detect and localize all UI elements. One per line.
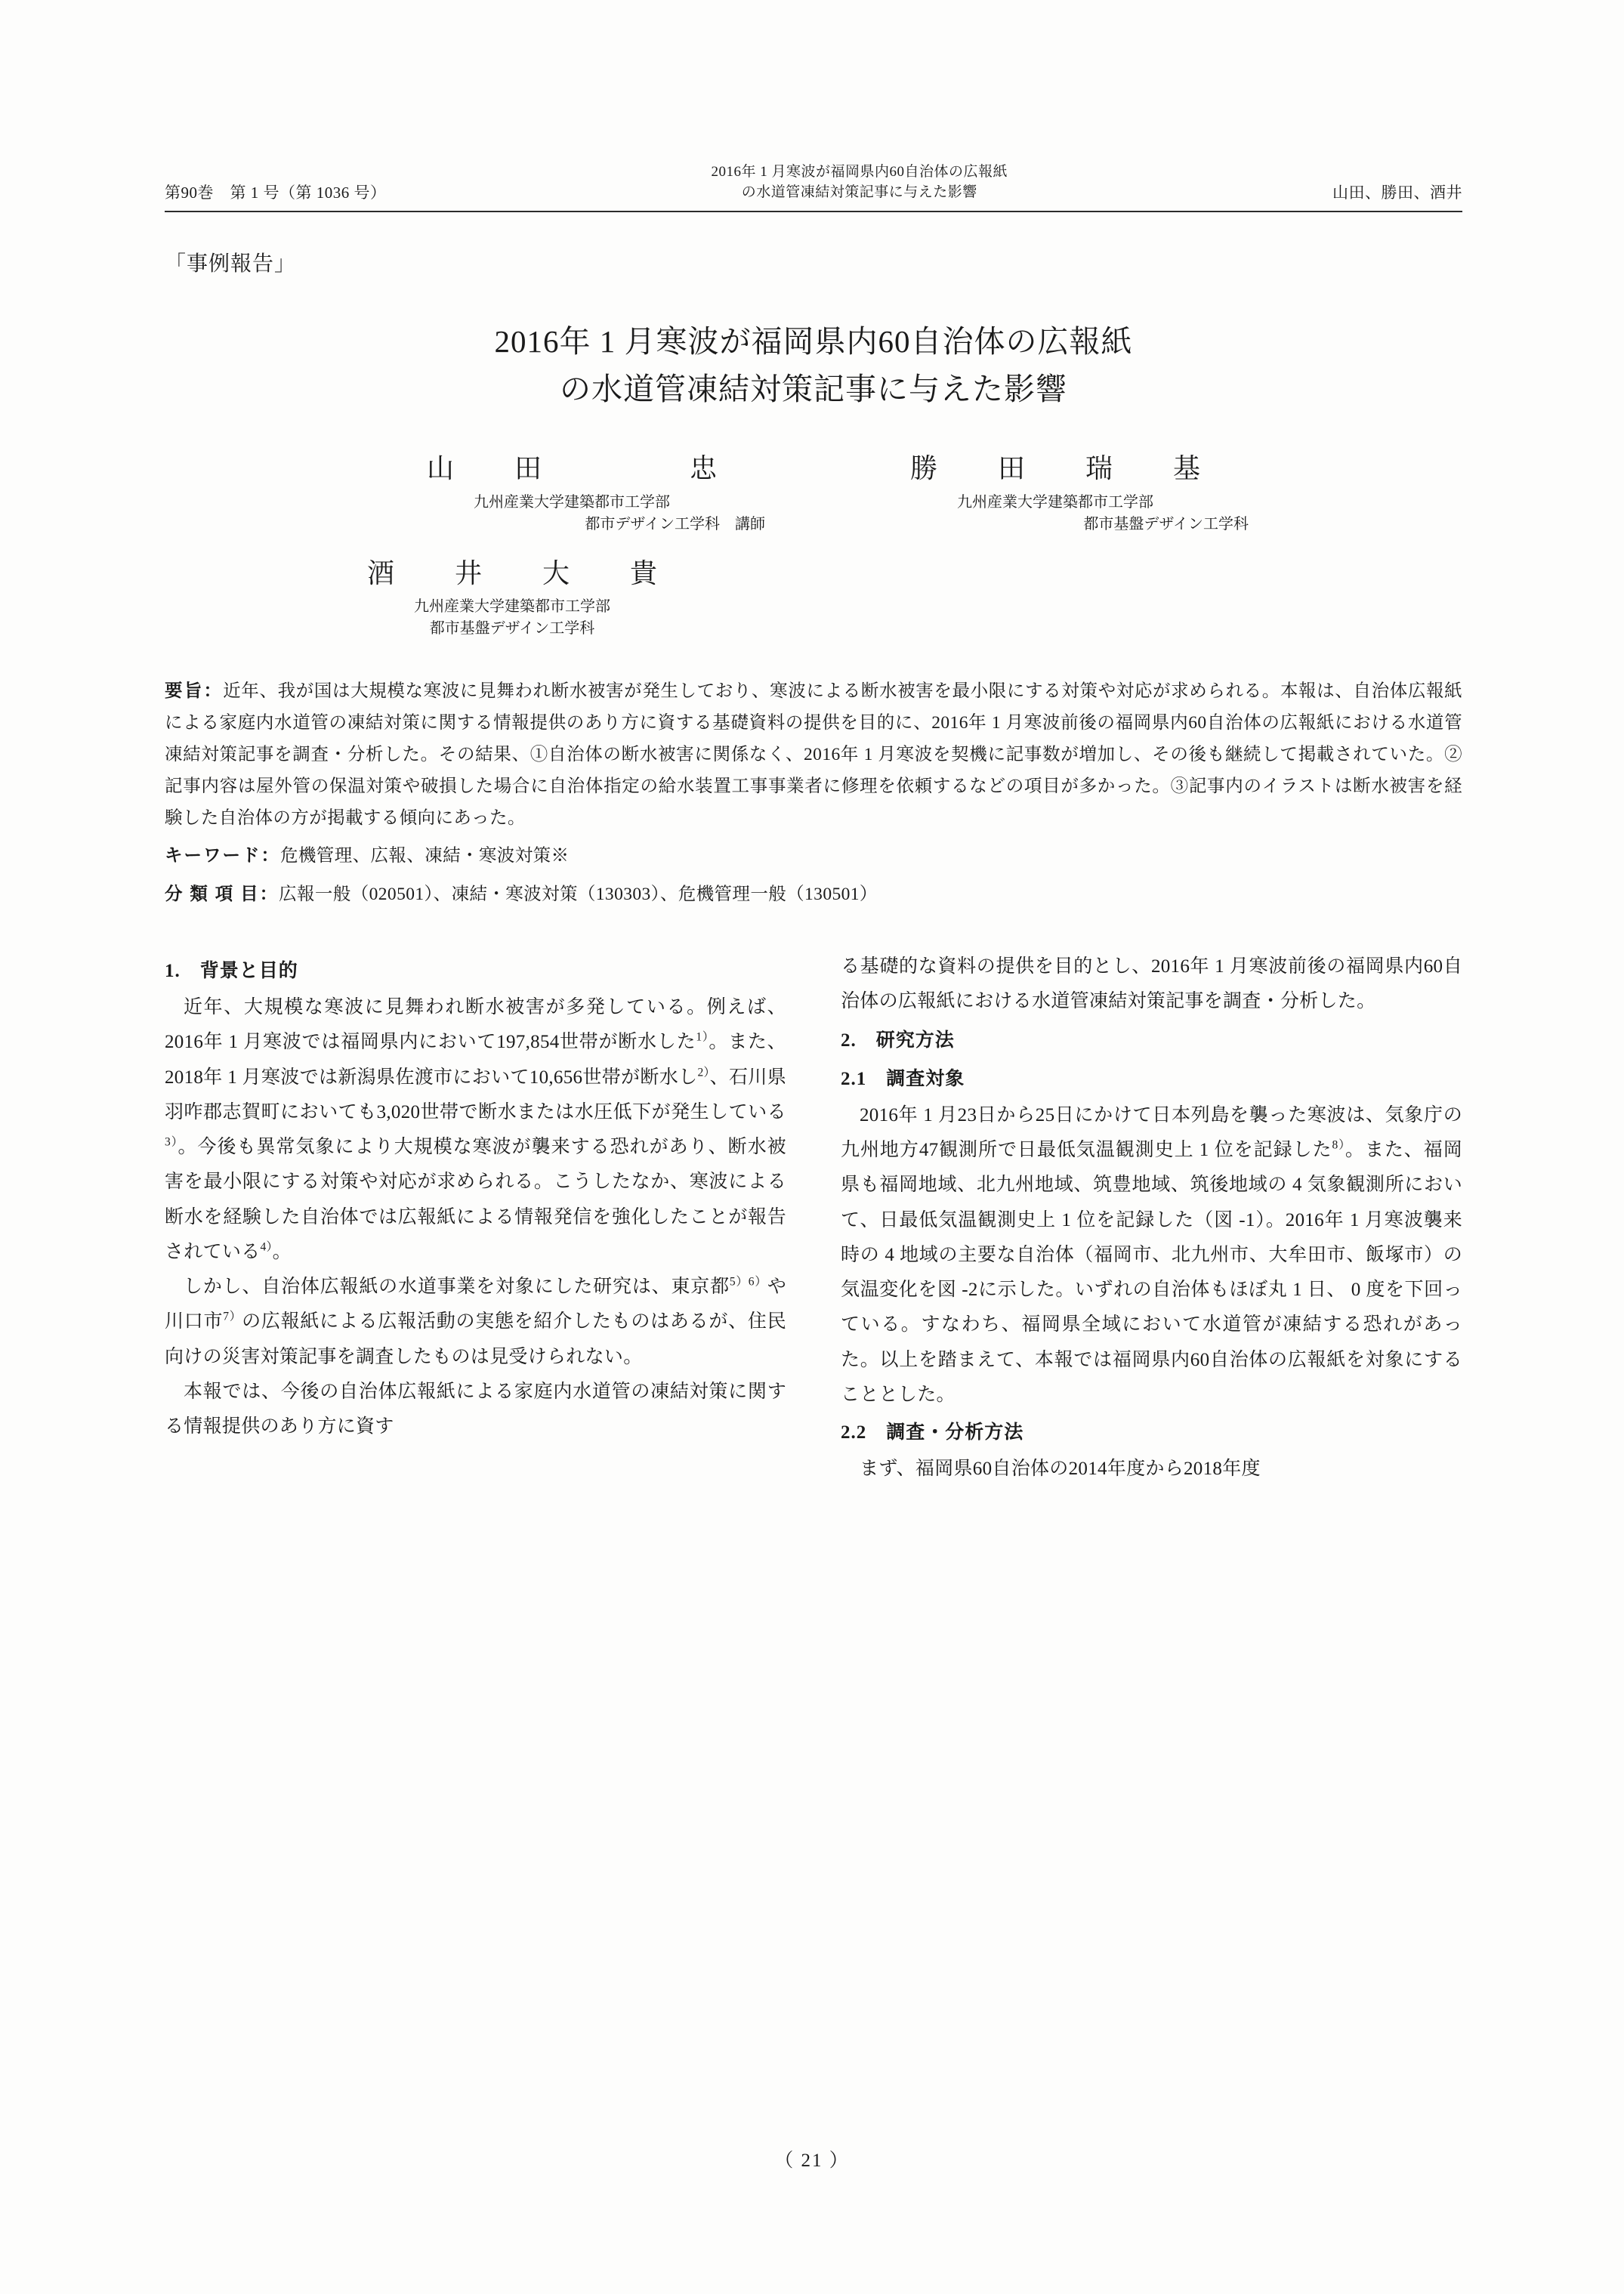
- article-category: 「事例報告」: [165, 252, 297, 276]
- author-affiliation: [316, 596, 709, 640]
- reference-marker: 4）: [260, 1240, 273, 1254]
- paragraph-part: 、石川県羽咋郡志賀町においても3,020世帯で断水または水圧低下が発生している: [165, 1067, 786, 1122]
- author-block-2: [859, 450, 1252, 536]
- subsection-heading-2-2: 2.2 調査・分析方法: [841, 1422, 1024, 1443]
- page-number: （ 21 ）: [774, 2150, 850, 2171]
- column-right: [841, 949, 1462, 1487]
- author-affiliation-line1: 九州産業大学建築都市工学部: [474, 493, 670, 511]
- title-line-2: の水道管凍結対策記事に与えた影響: [560, 372, 1067, 407]
- keywords-row: [165, 840, 1462, 872]
- reference-marker: 5）6）: [729, 1275, 767, 1289]
- paragraph-part: 近年、大規模な寒波に見舞われ断水被害が多発している。例えば、2016年 1 月寒波では福岡県内において197,854世帯が断水した: [165, 997, 786, 1053]
- paragraph: 本報では、今後の自治体広報紙による家庭内水道管の凍結対策に関する情報提供のあり方に資す: [165, 1381, 786, 1437]
- paragraph-part: 。また、福岡県も福岡地域、北九州地域、筑豊地域、筑後地域の 4 気象観測所において、日最低気温観測史上 1 位を記録した（図 -1）。2016年 1 月寒波襲来時の 4 地域の主要な自治体（福岡市、北九州市、大牟田市、飯塚市）の気温変化を図 -2に示した。いずれの自治体もほぼ丸 1 日、 0 度を下回っている。すなわち、福岡県全域において水道管が凍結する恐れがあった。以上を踏まえて、本報では福岡県内60自治体の広報紙を対象にすることとした。: [841, 1140, 1462, 1405]
- author-affiliation-line2: 都市基盤デザイン工学科: [429, 620, 595, 638]
- author-affiliation: [859, 492, 1252, 536]
- author-block-1: [375, 450, 768, 536]
- author-affiliation-line1: 九州産業大学建築都市工学部: [414, 598, 610, 616]
- author-affiliation: [375, 492, 768, 536]
- author-list: [165, 450, 1462, 640]
- page-title: [165, 318, 1462, 414]
- abstract-text: 近年、我が国は大規模な寒波に見舞われ断水被害が発生しており、寒波による断水被害を最小限にする対策や対応が求められる。本報は、自治体広報紙による家庭内水道管の凍結対策に関する情報提供のあり方に資する基礎資料の提供を目的に、2016年 1 月寒波前後の福岡県内60自治体の広報紙における水道管凍結対策記事を調査・分析した。その結果、①自治体の断水被害に関係なく、2016年 1 月寒波を契機に記事数が増加し、その後も継続して掲載されていた。②記事内容は屋外管の保温対策や破損した場合に自治体指定の給水装置工事事業者に修理を依頼するなどの項目が多かった。③記事内のイラストは断水被害を経験した自治体の方が掲載する傾向にあった。: [165, 681, 1462, 828]
- section-heading-1: 1. 背景と目的: [165, 960, 298, 981]
- paragraph-part: 。: [272, 1241, 292, 1262]
- paragraph-part: や川口市: [165, 1277, 787, 1332]
- author-row-1: [165, 450, 1462, 536]
- keywords-label: キーワード：: [165, 846, 280, 866]
- author-block-3: [316, 555, 709, 641]
- running-head-authors: 山田、勝田、酒井: [1332, 183, 1462, 202]
- running-head: [165, 162, 1462, 211]
- author-affiliation-line2: 都市基盤デザイン工学科: [1083, 515, 1249, 533]
- running-head-title-line1: 2016年 1 月寒波が福岡県内60自治体の広報紙: [711, 164, 1008, 180]
- column-left: [165, 949, 786, 1487]
- keywords-value: 危機管理、広報、凍結・寒波対策※: [280, 846, 570, 866]
- classification-label: 分 類 項 目：: [165, 884, 279, 904]
- header-rule: [165, 211, 1462, 212]
- reference-marker: 3）: [165, 1135, 178, 1149]
- body-columns: [165, 949, 1462, 1487]
- paragraph-part: 。今後も異常気象により大規模な寒波が襲来する恐れがあり、断水被害を最小限にする対策や対応が求められる。こうしたなか、寒波による断水を経験した自治体では広報紙による情報発信を強化したことが報告されている: [165, 1137, 786, 1262]
- running-head-title: [402, 162, 1318, 203]
- reference-marker: 8）: [1332, 1138, 1345, 1152]
- author-affiliation-line2: 都市デザイン工学科 講師: [585, 515, 765, 533]
- paragraph: [165, 1270, 786, 1375]
- author-name: 酒 井 大 貴: [366, 557, 674, 588]
- paragraph: まず、福岡県60自治体の2014年度から2018年度: [860, 1459, 1261, 1480]
- author-name: 勝 田 瑞 基: [909, 453, 1217, 484]
- title-line-1: 2016年 1 月寒波が福岡県内60自治体の広報紙: [494, 323, 1133, 359]
- author-affiliation-line1: 九州産業大学建築都市工学部: [957, 493, 1153, 511]
- paragraph-part: 。また、2018年 1 月寒波では新潟県佐渡市において10,656世帯が断水し: [165, 1032, 786, 1088]
- reference-marker: 1）: [696, 1031, 709, 1045]
- classification-value: 広報一般（020501）、凍結・寒波対策（130303）、危機管理一般（130501）: [279, 884, 878, 904]
- paragraph: [841, 1098, 1462, 1413]
- classification-row: [165, 878, 1462, 910]
- paragraph: る基礎的な資料の提供を目的とし、2016年 1 月寒波前後の福岡県内60自治体の広報紙における水道管凍結対策記事を調査・分析した。: [841, 956, 1462, 1012]
- author-row-2: [165, 555, 1462, 641]
- section-heading-2: 2. 研究方法: [841, 1030, 955, 1051]
- paragraph-part: の広報紙による広報活動の実態を紹介したものはあるが、住民向けの災害対策記事を調査したものは見受けられない。: [165, 1311, 786, 1367]
- running-head-volume: 第90巻 第 1 号（第 1036 号）: [165, 183, 387, 202]
- reference-marker: 7）: [223, 1311, 242, 1324]
- page-content: [165, 162, 1462, 1487]
- author-name: 山 田 忠: [426, 453, 733, 484]
- subsection-heading-2-1: 2.1 調査対象: [841, 1068, 965, 1089]
- reference-marker: 2）: [697, 1066, 710, 1079]
- abstract: [165, 676, 1462, 834]
- paragraph-part: 2016年 1 月23日から25日にかけて日本列島を襲った寒波は、気象庁の九州地方47観測所で日最低気温観測史上 1 位を記録した: [841, 1104, 1462, 1161]
- paragraph: [165, 990, 786, 1270]
- abstract-label: 要旨：: [165, 681, 224, 702]
- paragraph-part: しかし、自治体広報紙の水道事業を対象にした研究は、東京都: [184, 1277, 730, 1298]
- running-head-title-line2: の水道管凍結対策記事に与えた影響: [741, 184, 977, 200]
